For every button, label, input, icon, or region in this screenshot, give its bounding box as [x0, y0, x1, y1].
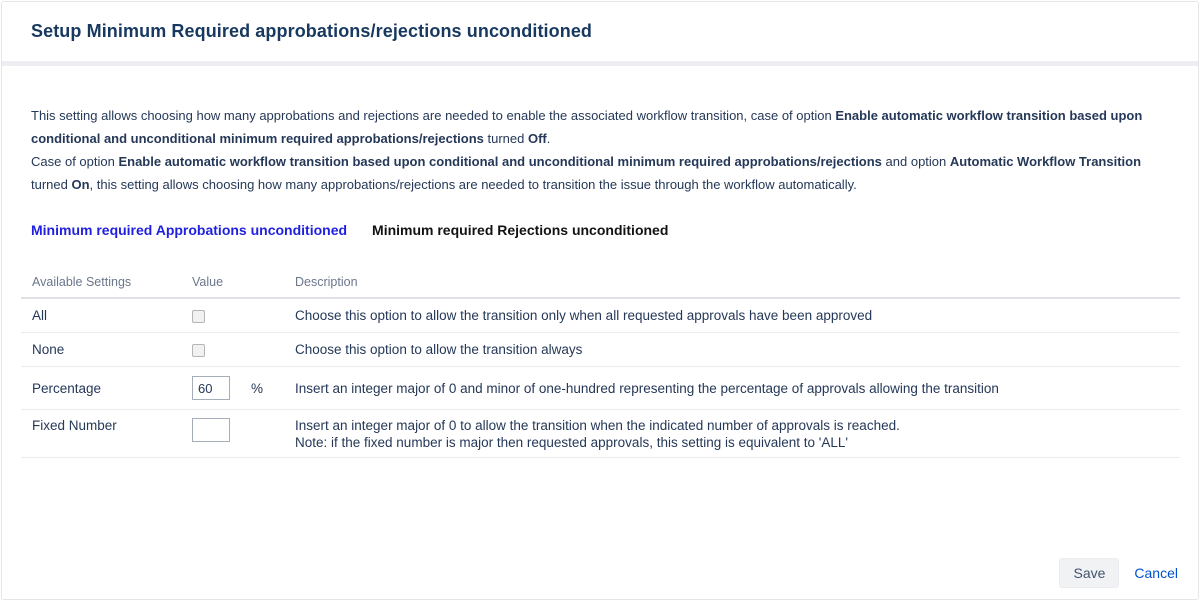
- intro-paragraph-1: This setting allows choosing how many approbations and rejections are needed to enable the associated workflow transition, case of option Enable automatic workflow transition based upon conditional and unconditional minimum required approbations/rejections turned Off.: [31, 108, 1143, 146]
- cancel-link[interactable]: Cancel: [1134, 565, 1178, 581]
- tab-bar: [31, 222, 1169, 238]
- page-title: Setup Minimum Required approbations/rejections unconditioned: [31, 21, 593, 41]
- settings-table: [21, 265, 1180, 458]
- column-header-description: Description: [295, 275, 358, 289]
- column-header-value: Value: [192, 275, 224, 289]
- save-button[interactable]: Save: [1059, 558, 1119, 588]
- tab-min-rejections-unconditioned[interactable]: Minimum required Rejections unconditioned: [372, 222, 669, 238]
- value-cell: [186, 367, 284, 409]
- setting-description-none: Choose this option to allow the transition always: [295, 342, 583, 357]
- table-header-row: [21, 265, 1180, 299]
- value-cell: [186, 299, 284, 332]
- dialog-content: [2, 104, 1198, 238]
- setting-description-percentage: Insert an integer major of 0 and minor of one-hundred representing the percentage of approvals allowing the transition: [295, 380, 999, 396]
- intro-text: [31, 104, 1169, 196]
- table-row-none: [21, 333, 1180, 367]
- intro-paragraph-2: Case of option Enable automatic workflow transition based upon conditional and unconditional minimum required approbations/rejections and option Automatic Workflow Transition turned On, this setting allows choosing how many approbations/rejections are needed to transition the issue through the workflow automatically.: [31, 154, 1142, 192]
- setting-label-all: All: [32, 308, 48, 323]
- value-cell: [186, 333, 284, 366]
- dialog-footer: [1059, 558, 1178, 588]
- tab-min-approbations-unconditioned[interactable]: Minimum required Approbations unconditioned: [31, 222, 348, 238]
- fixed-number-note: Note: if the fixed number is major then requested approvals, this setting is equivalent to 'ALL': [295, 435, 848, 450]
- all-checkbox[interactable]: [192, 310, 205, 323]
- setting-label-none: None: [32, 342, 65, 357]
- header-divider: [2, 61, 1198, 66]
- column-header-available-settings: Available Settings: [32, 275, 132, 289]
- none-checkbox[interactable]: [192, 344, 205, 357]
- setting-label-percentage: Percentage: [32, 380, 102, 396]
- table-row-percentage: [21, 367, 1180, 410]
- table-row-all: [21, 299, 1180, 333]
- fixed-number-input[interactable]: [192, 418, 230, 442]
- setting-label-fixed-number: Fixed Number: [32, 418, 117, 433]
- setting-description-fixed-number: [284, 410, 1180, 457]
- percent-sign: %: [251, 380, 264, 396]
- fixed-number-description: Insert an integer major of 0 to allow the transition when the indicated number of approvals is reached.: [295, 418, 900, 433]
- dialog-header: [2, 2, 1198, 61]
- percentage-input[interactable]: [192, 376, 230, 400]
- setting-description-all: Choose this option to allow the transition only when all requested approvals have been approved: [295, 308, 873, 323]
- table-row-fixed-number: [21, 410, 1180, 458]
- value-cell: [186, 410, 284, 449]
- settings-dialog: [1, 1, 1199, 600]
